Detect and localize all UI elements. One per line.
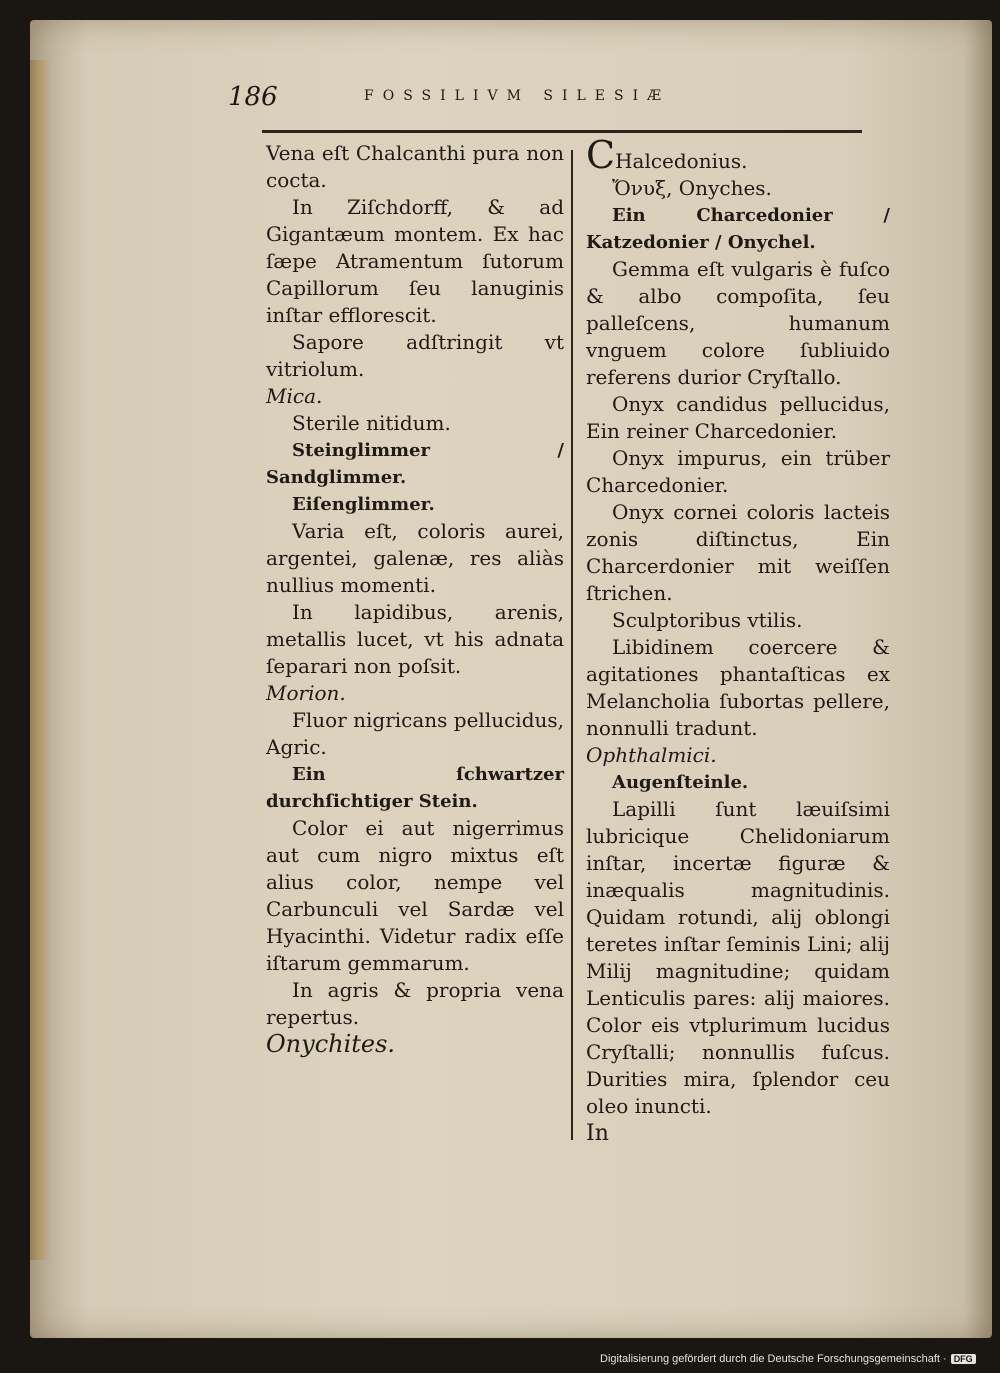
catchword: In <box>586 1121 609 1146</box>
credit-text: Digitalisierung gefördert durch die Deutsche Forschungsgemeinschaft · <box>600 1353 947 1365</box>
body-paragraph: Onyx impurus, ein trüber Charcedonier. <box>586 446 890 497</box>
body-paragraph: Vena eſt Chalcanthi pura non cocta. <box>266 141 564 192</box>
column-rule <box>571 150 573 1140</box>
entry-title-text: Halcedonius. <box>615 149 748 173</box>
section-heading: Morion. <box>266 681 346 705</box>
body-paragraph: Sculptoribus vtilis. <box>612 608 803 632</box>
body-paragraph: Onyx cornei coloris lacteis zonis diſtinctus, Ein Charcerdonier mit weiſſen ſtrichen. <box>586 500 890 605</box>
left-column <box>266 140 564 1058</box>
page-number: 186 <box>228 82 278 112</box>
section-heading: Onychites. <box>266 1030 396 1058</box>
section-heading: Ophthalmici. <box>586 743 717 767</box>
body-paragraph: Ὄνυξ, Onyches. <box>612 176 772 200</box>
running-head <box>228 82 878 122</box>
german-name: Steinglimmer / Sandglimmer. <box>266 440 564 488</box>
body-paragraph: Sterile nitidum. <box>292 411 451 435</box>
body-paragraph: In agris & propria vena repertus. <box>266 978 564 1029</box>
header-rule <box>262 130 862 133</box>
dfg-logo: DFG <box>951 1354 976 1364</box>
body-paragraph: Lapilli ſunt læuiſsimi lubricique Chelidoniarum inſtar, incertæ figuræ & inæqualis magnitudinis. Quidam rotundi, alij oblongi teretes inſtar ſeminis Lini; alij Milij magnitudine; quidam Lenticulis pares: alij maiores. Color eis vtplurimum lucidus Cryſtalli; nonnullis fuſcus. Durities mira, ſplendor ceu oleo inuncti. <box>586 797 890 1118</box>
right-column <box>586 133 890 1147</box>
body-paragraph: Varia eſt, coloris aurei, argentei, galenæ, res aliàs nullius momenti. <box>266 519 564 597</box>
body-paragraph: In Ziſchdorff, & ad Gigantæum montem. Ex hac ſæpe Atramentum ſutorum Capillorum ſeu lanuginis inſtar efflorescit. <box>266 195 564 327</box>
page-edge-stain <box>30 60 50 1260</box>
body-paragraph: Sapore adſtringit vt vitriolum. <box>266 330 564 381</box>
body-paragraph: Onyx candidus pellucidus, Ein reiner Charcedonier. <box>586 392 890 443</box>
body-paragraph: Fluor nigricans pellucidus, Agric. <box>266 708 564 759</box>
german-name: Ein ſchwartzer durchſichtiger Stein. <box>266 764 564 812</box>
body-paragraph: Color ei aut nigerrimus aut cum nigro mixtus eſt alius color, nempe vel Carbunculi vel Sardæ vel Hyacinthi. Videtur radix eſſe iſtarum gemmarum. <box>266 816 564 975</box>
german-name: Augenſteinle. <box>612 772 749 793</box>
drop-initial: C <box>586 133 616 177</box>
section-heading: Mica. <box>266 384 323 408</box>
running-title: FOSSILIVM SILESIÆ <box>364 88 671 104</box>
german-name: Eiſenglimmer. <box>292 494 435 515</box>
body-paragraph: Libidinem coercere & agitationes phantaſticas ex Melancholia ſubortas pellere, nonnulli tradunt. <box>586 635 890 740</box>
german-name: Ein Charcedonier / Katzedonier / Onychel. <box>586 205 890 253</box>
entry-title <box>586 133 890 177</box>
digitization-credit <box>600 1353 976 1365</box>
body-paragraph: Gemma eſt vulgaris è fuſco & albo compoſita, ſeu palleſcens, humanum vnguem colore ſubliuido referens durior Cryſtallo. <box>586 257 890 389</box>
body-paragraph: In lapidibus, arenis, metallis lucet, vt his adnata ſeparari non poſsit. <box>266 600 564 678</box>
